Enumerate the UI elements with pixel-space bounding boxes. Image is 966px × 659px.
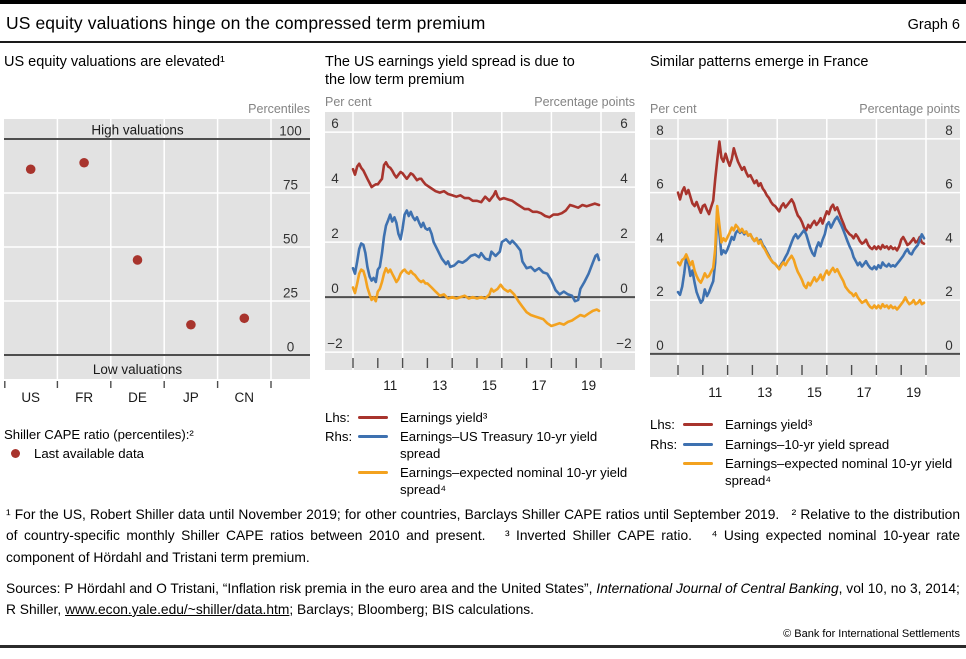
bottom-rule [0, 645, 966, 648]
data-point-FR [79, 158, 89, 168]
data-point-DE [133, 255, 143, 265]
footnotes: ¹ For the US, Robert Shiller data until November 2019; for other countries, Barclays Shiller CAPE ratios until September 2019. ² Relative to the distribution of country-specific monthly Shiller CAPE ratios between 2010 and present. ³ Inverted Shiller CAPE ratio. ⁴ Using expected nominal 10-year rate component of Hördahl and Tristani term premium. [6, 507, 960, 565]
yellow-line-marker-icon [683, 456, 725, 489]
page-title: US equity valuations hinge on the compressed term premium [6, 13, 486, 33]
panel-title: The US earnings yield spread is due to the low term premium [325, 54, 575, 89]
legend-axis-prefix: Lhs: [650, 417, 675, 432]
panel-us-spread [325, 53, 635, 501]
right-y-tick-label: 0 [620, 280, 628, 296]
unit-right-label: Percentage points [534, 94, 635, 109]
right-y-tick-label: 2 [620, 225, 628, 241]
plot-background [325, 112, 635, 370]
y-tick-label: 50 [282, 231, 299, 247]
panel-title: Similar patterns emerge in France [650, 54, 869, 70]
panel-title: US equity valuations are elevated¹ [4, 54, 225, 70]
red-line-marker-icon [683, 417, 725, 434]
x-tick-label: 15 [806, 385, 822, 400]
copyright-notice: © Bank for International Settlements [783, 627, 960, 640]
category-label-DE: DE [128, 390, 147, 405]
y-tick-label: 0 [286, 339, 295, 355]
legend-us-valuations [4, 427, 310, 466]
unit-row [650, 101, 960, 119]
sources-text: Sources: P Hördahl and O Tristani, “Inflation risk premia in the euro area and the United States”, [6, 581, 597, 597]
x-tick-label: 19 [581, 377, 597, 393]
left-y-tick-label: 0 [331, 280, 339, 296]
legend-axis-prefix: Rhs: [325, 429, 353, 444]
panels-row [0, 43, 966, 501]
x-tick-label: 11 [383, 377, 398, 393]
legend-item-label: Earnings–expected nominal 10-yr yield spread⁴ [725, 456, 953, 488]
low-valuations-band-label: Low valuations [92, 362, 183, 377]
legend-item [650, 437, 960, 454]
graph-number-label: Graph 6 [907, 17, 960, 33]
unit-right-label: Percentiles [248, 102, 310, 116]
legend-item-label: Earnings yield³ [725, 417, 813, 432]
left-y-tick-label: 6 [331, 115, 339, 131]
high-valuations-band-label: High valuations [91, 122, 184, 138]
right-y-tick-label: 6 [945, 176, 953, 192]
left-y-tick-label: 0 [656, 337, 664, 353]
chart-us-spread [325, 112, 635, 404]
left-y-tick-label: 2 [656, 284, 664, 300]
left-y-tick-label: 4 [656, 230, 664, 246]
left-y-tick-label: 6 [656, 176, 664, 192]
legend-item [650, 456, 960, 489]
y-tick-label: 75 [282, 177, 299, 193]
right-y-tick-label: 4 [945, 230, 953, 246]
x-tick-label: 13 [757, 385, 773, 400]
data-point-CN [240, 313, 250, 323]
unit-row [4, 101, 310, 119]
sources-text: , vol 10, no 3, 2014; R Shiller, [6, 581, 960, 617]
legend-item-label: Earnings–US Treasury 10-yr yield spread [400, 429, 598, 461]
plot-background [650, 119, 960, 377]
legend-axis-prefix: Lhs: [325, 409, 350, 425]
legend-axis-prefix: Rhs: [650, 436, 678, 452]
plot-background [4, 119, 310, 379]
y-tick-label: 25 [282, 285, 299, 301]
panel-us-valuations [4, 53, 310, 501]
left-y-tick-label: 2 [331, 225, 339, 241]
category-label-US: US [21, 390, 41, 405]
right-y-tick-label: 2 [945, 284, 953, 300]
header [0, 4, 966, 41]
data-point-US [26, 164, 36, 174]
blue-line-marker-icon [683, 437, 725, 454]
panel-france [650, 53, 960, 501]
category-label-CN: CN [234, 390, 255, 405]
legend-item [325, 410, 635, 427]
blue-line-marker-icon [358, 429, 400, 462]
x-tick-label: 17 [856, 385, 872, 400]
y-tick-label: 100 [279, 123, 302, 139]
chart-france [650, 119, 960, 411]
category-label-JP: JP [183, 390, 199, 405]
red-line-marker-icon [358, 410, 400, 427]
x-tick-label: 11 [708, 385, 723, 400]
sources-text: ; Barclays; Bloomberg; BIS calculations. [289, 601, 534, 617]
legend-item-label: Earnings yield³ [400, 409, 488, 425]
x-tick-label: 17 [531, 377, 547, 393]
legend-axis-prefix [650, 456, 683, 489]
legend-axis-prefix [325, 465, 358, 498]
legend-france [650, 417, 960, 492]
category-label-FR: FR [75, 390, 94, 405]
data-point-JP [186, 320, 196, 330]
legend-item-label: Earnings–expected nominal 10-yr yield spread⁴ [400, 465, 628, 497]
legend-item-label: Last available data [34, 446, 144, 461]
left-y-tick-label: −2 [327, 335, 343, 351]
shiller-data-link[interactable]: www.econ.yale.edu/~shiller/data.htm [65, 601, 290, 617]
x-tick-label: 15 [481, 377, 497, 393]
legend-item [650, 417, 960, 434]
right-y-tick-label: 4 [620, 170, 628, 186]
unit-left-label: Per cent [650, 102, 697, 116]
right-y-tick-label: 6 [620, 115, 628, 131]
right-y-tick-label: −2 [616, 335, 632, 351]
legend-item-label: Earnings–10-yr yield spread [725, 436, 890, 452]
legend-item [4, 446, 310, 463]
journal-name: International Journal of Central Banking [596, 581, 839, 597]
x-tick-label: 13 [432, 377, 448, 393]
x-tick-label: 19 [906, 385, 922, 400]
legend-us-spread [325, 410, 635, 502]
left-y-tick-label: 4 [331, 170, 339, 186]
legend-item [325, 429, 635, 462]
legend-title: Shiller CAPE ratio (percentiles):² [4, 427, 194, 442]
chart-us-valuations [4, 119, 310, 411]
dot-marker-icon [4, 446, 34, 463]
yellow-line-marker-icon [358, 465, 400, 498]
left-y-tick-label: 8 [656, 122, 664, 138]
unit-left-label: Per cent [325, 94, 372, 109]
right-y-tick-label: 0 [945, 337, 953, 353]
unit-right-label: Percentage points [859, 102, 960, 116]
legend-item [325, 465, 635, 498]
unit-row [325, 95, 635, 112]
sources-line [0, 568, 966, 620]
right-y-tick-label: 8 [945, 122, 953, 138]
